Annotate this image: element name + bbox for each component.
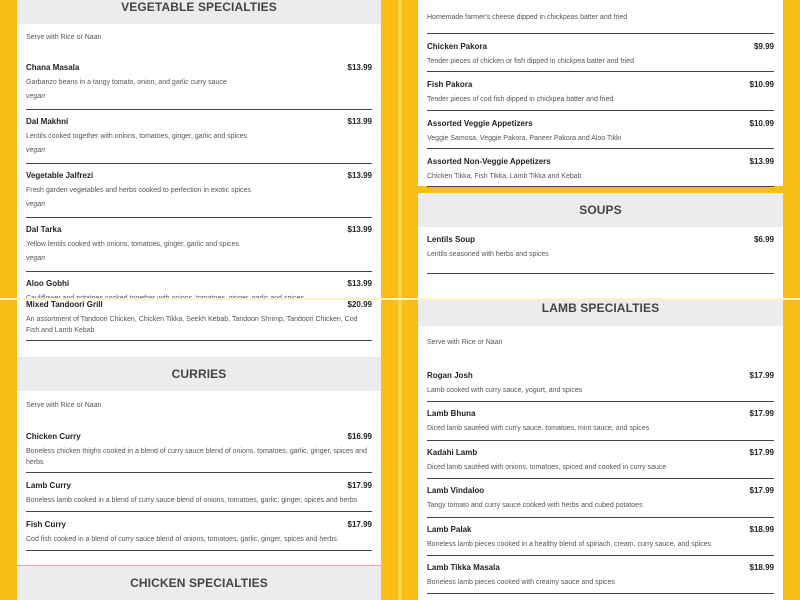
menu-item[interactable] <box>427 479 774 518</box>
menu-item[interactable] <box>427 556 774 594</box>
item-price: $10.99 <box>749 80 774 89</box>
item-description: Tangy tomato and curry sauce cooked with herbs and cubed potatoes <box>427 502 643 509</box>
menu-card <box>17 0 381 300</box>
menu-item[interactable] <box>427 149 774 187</box>
item-name: Kadahi Lamb <box>427 448 478 457</box>
item-name: Mixed Tandoori Grill <box>26 300 103 309</box>
menu-card-curries <box>17 357 381 565</box>
item-name: Dal Tarka <box>26 225 62 234</box>
item-price: $17.99 <box>347 481 372 490</box>
item-price: $18.99 <box>749 563 774 572</box>
menu-item[interactable] <box>427 235 774 274</box>
item-name: Vegetable Jalfrezi <box>26 171 94 180</box>
item-price: $17.99 <box>749 409 774 418</box>
menu-item[interactable] <box>26 272 372 300</box>
horizontal-divider <box>0 298 800 300</box>
section-note: Serve with Rice or Naan <box>26 402 102 409</box>
quadrant-lamb-specialties <box>400 300 800 600</box>
item-description: Tender pieces of cod fish dipped in chickpea batter and fried <box>427 96 614 103</box>
section-note: Serve with Rice or Naan <box>427 339 503 346</box>
menu-card <box>17 300 381 358</box>
item-price: $17.99 <box>749 448 774 457</box>
item-name: Lamb Palak <box>427 525 472 534</box>
item-description: Homemade farmer's cheese dipped in chickpeas batter and fried <box>427 14 628 21</box>
item-name: Aloo Gobhi <box>26 279 70 288</box>
menu-item[interactable] <box>26 110 372 164</box>
item-description: Veggie Samosa, Veggie Pakora, Paneer Pakora and Aloo Tikki <box>427 135 622 142</box>
item-name: Lamb Tikka Masala <box>427 563 500 572</box>
menu-item[interactable] <box>26 164 372 218</box>
item-price: $17.99 <box>749 486 774 495</box>
item-price: $13.99 <box>347 279 372 288</box>
item-description: Tender pieces of chicken or fish dipped in chickpea batter and fried <box>427 58 635 65</box>
item-description: Diced lamb sautéed with onions, tomatoes, spiced and cooked in curry sauce <box>427 464 667 471</box>
item-name: Lamb Vindaloo <box>427 486 485 495</box>
item-description: Garbanzo beans in a tangy tomato, onion, and garlic curry sauce <box>26 79 227 86</box>
item-name: Assorted Non-Veggie Appetizers <box>427 157 551 166</box>
vertical-divider <box>398 0 402 600</box>
section-title: VEGETABLE SPECIALTIES <box>17 0 381 24</box>
section-title: SOUPS <box>418 193 783 227</box>
menu-item[interactable] <box>427 0 774 34</box>
menu-item[interactable] <box>427 441 774 479</box>
item-name: Chicken Curry <box>26 432 81 441</box>
item-description: Cod fish cooked in a blend of curry sauce blend of onions, tomatoes, garlic, ginger, spices and herbs <box>26 536 337 543</box>
item-description: Boneless chicken thighs cooked in a blend of curry sauce blend of onions, tomatoes, garlic, ginger, spices and herbs <box>26 448 367 466</box>
menu-card-lamb <box>418 300 783 600</box>
item-price: $13.99 <box>749 157 774 166</box>
item-name: Fish Pakora <box>427 80 473 89</box>
item-description: Yellow lentils cooked with onions, tomatoes, ginger, garlic and spices <box>26 241 239 248</box>
item-description: Diced lamb sautéed with curry sauce, tomatoes, mint sauce, and spices <box>427 425 650 432</box>
menu-item[interactable] <box>26 430 372 473</box>
section-title: LAMB SPECIALTIES <box>418 300 783 326</box>
item-tag: vegan <box>26 255 46 262</box>
menu-item[interactable] <box>427 402 774 441</box>
menu-item[interactable] <box>26 512 372 551</box>
item-price: $10.99 <box>749 119 774 128</box>
item-tag: vegan <box>26 201 46 208</box>
menu-item[interactable] <box>427 594 774 600</box>
menu-item[interactable] <box>26 300 372 341</box>
quadrant-vegetable-specialties <box>0 0 400 300</box>
item-price: $16.99 <box>347 432 372 441</box>
item-price: $20.99 <box>347 300 372 309</box>
item-description: Boneless lamb cooked in a blend of curry sauce blend of onions, tomatoes, garlic, ginger, spices and herbs <box>26 497 358 504</box>
menu-item[interactable] <box>427 34 774 72</box>
item-name: Dal Makhni <box>26 117 69 126</box>
item-name: Lamb Curry <box>26 481 71 490</box>
item-name: Fish Curry <box>26 520 67 529</box>
quadrant-appetizers-soups <box>400 0 800 300</box>
item-name: Rogan Josh <box>427 371 473 380</box>
item-price: $9.99 <box>753 42 774 51</box>
item-description: Boneless lamb pieces cooked with creamy sauce and spices <box>427 579 615 586</box>
item-description: Chicken Tikka, Fish Tikka, Lamb Tikka and Kebab <box>427 173 582 180</box>
item-description: Lamb cooked with curry sauce, yogurt, and spices <box>427 387 583 394</box>
menu-item[interactable] <box>26 218 372 272</box>
item-tag: vegan <box>26 147 46 154</box>
menu-item[interactable] <box>26 56 372 110</box>
item-price: $13.99 <box>347 225 372 234</box>
item-name: Chana Masala <box>26 63 80 72</box>
item-price: $17.99 <box>749 371 774 380</box>
item-price: $6.99 <box>753 235 774 244</box>
section-title: CHICKEN SPECIALTIES <box>17 566 381 600</box>
item-description: Lentils cooked together with onions, tomatoes, ginger, garlic and spices <box>26 133 248 140</box>
section-title: CURRIES <box>17 357 381 391</box>
item-name: Lamb Bhuna <box>427 409 476 418</box>
quadrant-curries <box>0 300 400 600</box>
item-description: An assortment of Tandoori Chicken, Chicken Tikka, Seekh Kebab, Tandoori Shrimp, Tandoori Chicken, Cod Fish and Lamb Kebab <box>26 316 358 334</box>
menu-item[interactable] <box>427 72 774 111</box>
item-price: $18.99 <box>749 525 774 534</box>
menu-item[interactable] <box>427 111 774 149</box>
menu-item[interactable] <box>427 518 774 556</box>
item-name: Lentils Soup <box>427 235 475 244</box>
item-description: Lentils seasoned with herbs and spices <box>427 251 549 258</box>
item-tag: vegan <box>26 93 46 100</box>
item-price: $17.99 <box>347 520 372 529</box>
section-note: Serve with Rice or Naan <box>26 34 102 41</box>
menu-item[interactable] <box>26 473 372 512</box>
item-description: Boneless lamb pieces cooked in a healthy blend of spinach, cream, curry sauce, and spices <box>427 541 712 548</box>
item-description: Fresh garden vegetables and herbs cooked to perfection in exotic spices <box>26 187 251 194</box>
menu-item[interactable] <box>427 366 774 402</box>
item-name: Assorted Veggie Appetizers <box>427 119 533 128</box>
item-price: $13.99 <box>347 171 372 180</box>
menu-card <box>418 0 783 186</box>
menu-card-soups <box>418 193 783 300</box>
menu-card-chicken <box>17 566 381 600</box>
item-price: $13.99 <box>347 63 372 72</box>
item-price: $13.99 <box>347 117 372 126</box>
item-name: Chicken Pakora <box>427 42 488 51</box>
